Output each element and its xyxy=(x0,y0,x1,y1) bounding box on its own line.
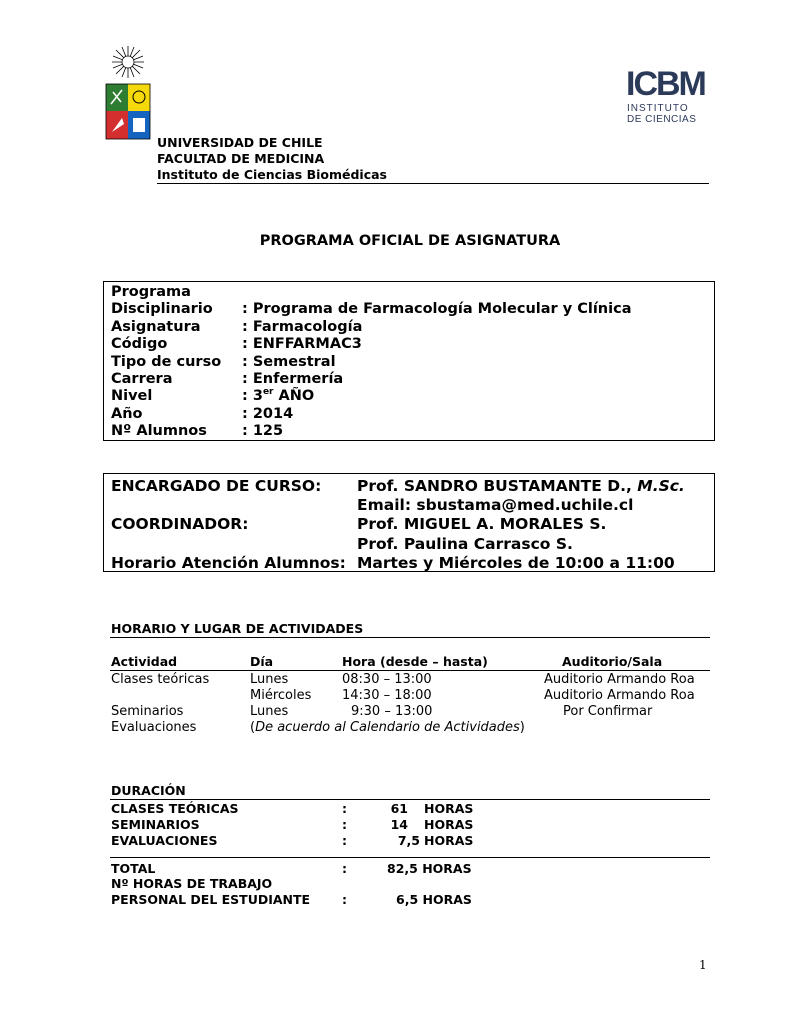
info-label-asignatura: Asignatura xyxy=(111,318,201,335)
work-hours-value: 6,5 HORAS xyxy=(396,892,472,907)
encargado-name: Prof. SANDRO BUSTAMANTE D., M.Sc. xyxy=(357,477,685,495)
duration-label: CLASES TEÓRICAS xyxy=(111,801,239,816)
activity-row-sala: Por Confirmar xyxy=(563,704,653,719)
page-number: 1 xyxy=(699,958,707,972)
icbm-logo-line1: INSTITUTO xyxy=(627,103,689,114)
duration-section-title: DURACIÓN xyxy=(111,783,186,798)
work-hours-label-1: Nº HORAS DE TRABAJO xyxy=(111,876,273,891)
activity-row-hora: 14:30 – 18:00 xyxy=(342,688,432,703)
coordinador-label: COORDINADOR: xyxy=(111,515,249,533)
page-title: PROGRAMA OFICIAL DE ASIGNATURA xyxy=(259,233,561,249)
activities-header-hora: Hora (desde – hasta) xyxy=(342,654,488,669)
encargado-email: Email: sbustama@med.uchile.cl xyxy=(357,496,634,514)
activities-section-title: HORARIO Y LUGAR DE ACTIVIDADES xyxy=(111,621,364,636)
activities-title-divider xyxy=(110,637,710,638)
icbm-logo xyxy=(624,66,704,128)
duration-unit: HORAS xyxy=(424,817,474,832)
info-value-disciplinario: : Programa de Farmacología Molecular y Clínica xyxy=(242,301,632,318)
info-value-carrera: : Enfermería xyxy=(242,371,344,387)
duration-value: 61 xyxy=(390,801,408,816)
info-value-alumnos: : 125 xyxy=(242,423,284,440)
activity-row-dia: Miércoles xyxy=(250,688,312,703)
info-label-disciplinario: Disciplinario xyxy=(111,301,213,318)
evaluaciones-note: (De acuerdo al Calendario de Actividades) xyxy=(250,720,525,735)
info-label-tipo: Tipo de curso xyxy=(111,353,222,370)
duration-colon: : xyxy=(342,861,347,876)
duration-total-divider xyxy=(110,857,710,858)
activity-row-dia: Lunes xyxy=(250,672,289,687)
activity-row-dia: Lunes xyxy=(250,704,289,719)
duration-total-value: 82,5 HORAS xyxy=(387,861,472,876)
info-value-codigo: : ENFFARMAC3 xyxy=(242,336,362,353)
duration-value: 7,5 xyxy=(397,833,420,848)
duration-colon: : xyxy=(342,817,347,832)
encargado-label: ENCARGADO DE CURSO: xyxy=(111,477,322,495)
info-label-ano: Año xyxy=(111,405,143,422)
icbm-logo-line2: DE CIENCIAS xyxy=(627,114,697,125)
info-label-codigo: Código xyxy=(111,336,168,353)
activity-row-sala: Auditorio Armando Roa xyxy=(544,672,695,687)
course-info-box xyxy=(103,281,715,441)
info-label-nivel: Nivel xyxy=(111,388,153,405)
info-label-carrera: Carrera xyxy=(111,371,173,387)
university-name: UNIVERSIDAD DE CHILE xyxy=(157,135,323,150)
institute-name: Instituto de Ciencias Biomédicas xyxy=(157,167,387,182)
icbm-logo-mark: ICBM xyxy=(626,65,705,103)
horario-value: Martes y Miércoles de 10:00 a 11:00 xyxy=(357,554,675,572)
info-value-nivel: : 3er AÑO xyxy=(242,387,315,405)
duration-unit: HORAS xyxy=(424,833,474,848)
info-label-programa: Programa xyxy=(111,284,191,300)
activities-header-actividad: Actividad xyxy=(111,654,178,669)
activity-row-actividad: Clases teóricas xyxy=(111,672,210,687)
coordinador-name-1: Prof. MIGUEL A. MORALES S. xyxy=(357,515,607,533)
activity-row-sala: Auditorio Armando Roa xyxy=(544,688,695,703)
activity-row-hora: 08:30 – 13:00 xyxy=(342,672,432,687)
institution-header xyxy=(157,135,387,183)
duration-colon: : xyxy=(342,801,347,816)
faculty-name: FACULTAD DE MEDICINA xyxy=(157,151,325,166)
coordinador-name-2: Prof. Paulina Carrasco S. xyxy=(357,535,573,553)
duration-value: 14 xyxy=(390,817,408,832)
info-value-asignatura: : Farmacología xyxy=(242,318,363,335)
activities-header-divider xyxy=(110,670,710,671)
activity-row-actividad: Seminarios xyxy=(111,704,184,719)
work-hours-label-2: PERSONAL DEL ESTUDIANTE xyxy=(111,892,311,907)
info-value-tipo: : Semestral xyxy=(242,353,336,370)
duration-title-divider xyxy=(110,799,710,800)
evaluaciones-label: Evaluaciones xyxy=(111,720,197,735)
info-label-alumnos: Nº Alumnos xyxy=(111,423,207,440)
duration-colon: : xyxy=(342,892,347,907)
activities-header-sala: Auditorio/Sala xyxy=(562,654,663,669)
activity-row-hora: 9:30 – 13:00 xyxy=(351,704,433,719)
horario-label: Horario Atención Alumnos: xyxy=(111,554,346,572)
staff-box xyxy=(103,473,715,572)
duration-total-label: TOTAL xyxy=(111,861,156,876)
duration-label: EVALUACIONES xyxy=(111,833,218,848)
duration-colon: : xyxy=(342,833,347,848)
info-value-ano: : 2014 xyxy=(242,405,294,422)
header-divider xyxy=(157,183,709,184)
activities-header-dia: Día xyxy=(250,654,274,669)
university-crest-logo xyxy=(104,44,152,140)
duration-unit: HORAS xyxy=(424,801,474,816)
duration-label: SEMINARIOS xyxy=(111,817,200,832)
